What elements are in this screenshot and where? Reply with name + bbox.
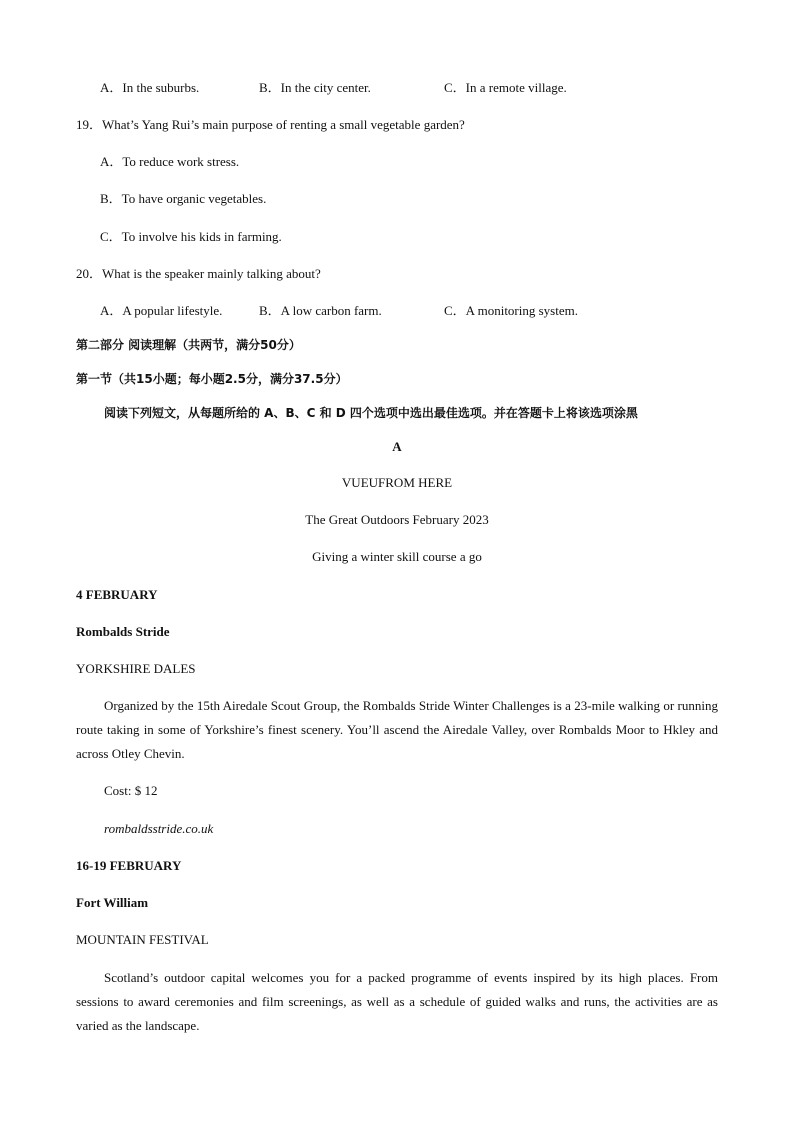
- q20-question: 20．What is the speaker mainly talking about?: [76, 266, 321, 281]
- passage-tagline: Giving a winter skill course a go: [312, 549, 482, 564]
- event-region: YORKSHIRE DALES: [76, 661, 196, 676]
- event-description: Scotland’s outdoor capital welcomes you for a packed programme of events inspired by its high places. From sessions to award ceremonies and film screenings, as well as a schedule of guided walks and runs, the activities are as varied as the landscape.: [76, 970, 718, 1033]
- passage-subtitle: The Great Outdoors February 2023: [305, 512, 489, 527]
- q19-option-b: B．To have organic vegetables.: [100, 191, 267, 206]
- q20-option-b: B．A low carbon farm.: [259, 303, 382, 318]
- reading-instruction: 阅读下列短文，从每题所给的 A、B、C 和 D 四个选项中选出最佳选项。并在答题卡上将该选项涂黑: [104, 406, 638, 420]
- event-date: 4 FEBRUARY: [76, 587, 158, 602]
- q18-option-a: A．In the suburbs.: [100, 80, 200, 95]
- q19-option-c: C．To involve his kids in farming.: [100, 229, 282, 244]
- q19-option-a: A．To reduce work stress.: [100, 154, 240, 169]
- event-date: 16-19 FEBRUARY: [76, 858, 182, 873]
- event-cost: Cost: $ 12: [104, 783, 158, 798]
- event-region: MOUNTAIN FESTIVAL: [76, 932, 209, 947]
- event-name: Fort William: [76, 895, 149, 910]
- q20-option-a: A．A popular lifestyle.: [100, 303, 223, 318]
- passage-title: VUEUFROM HERE: [341, 475, 453, 490]
- part2-heading: 第二部分 阅读理解（共两节，满分50分）: [76, 338, 301, 352]
- q19-question: 19．What’s Yang Rui’s main purpose of renting a small vegetable garden?: [76, 117, 465, 132]
- event-name: Rombalds Stride: [76, 624, 170, 639]
- event-website: rombaldsstride.co.uk: [104, 821, 214, 836]
- q18-option-c: C．In a remote village.: [444, 80, 567, 95]
- section1-heading: 第一节（共15小题；每小题2.5分，满分37.5分）: [76, 372, 348, 386]
- q20-option-c: C．A monitoring system.: [444, 303, 578, 318]
- q18-option-b: B．In the city center.: [259, 80, 371, 95]
- event-description: Organized by the 15th Airedale Scout Group, the Rombalds Stride Winter Challenges is a 23-mile walking or running route taking in some of Yorkshire’s finest scenery. You’ll ascend the Airedale Valley, over Rombalds Moor to Hkley and across Otley Chevin.: [76, 698, 718, 761]
- passage-label: A: [392, 439, 402, 454]
